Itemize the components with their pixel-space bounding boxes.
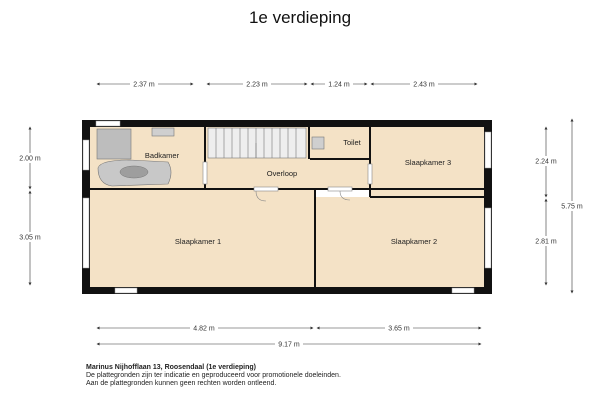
room-label-slaapkamer-2: Slaapkamer 2: [390, 237, 438, 246]
dim-top-4: 2.43 m: [413, 81, 435, 89]
dim-left-1: 2.00 m: [19, 155, 41, 163]
footer: [86, 364, 341, 388]
dim-top-2: 2.23 m: [246, 81, 268, 89]
plan-title: 1e verdieping: [248, 8, 352, 27]
dim-right-1: 2.24 m: [535, 158, 557, 166]
room-label-overloop: Overloop: [266, 169, 298, 178]
room-label-badkamer: Badkamer: [144, 151, 180, 160]
dim-top-3: 1.24 m: [328, 81, 350, 89]
dim-bottom-2: 3.65 m: [388, 325, 410, 333]
room-label-toilet: Toilet: [343, 138, 361, 147]
shower: [97, 129, 131, 159]
dim-left-2: 3.05 m: [19, 234, 41, 242]
footer-disclaimer-1: De plattegronden zijn ter indicatie en geproduceerd voor promotionele doeleinden.: [86, 372, 341, 379]
staircase: [208, 128, 306, 158]
toilet-bowl: [312, 137, 324, 149]
dim-bottom-total: 9.17 m: [278, 341, 300, 349]
dim-bottom-1: 4.82 m: [193, 325, 215, 333]
sink: [152, 128, 174, 136]
dim-right-total: 5.75 m: [561, 203, 583, 211]
dim-right-2: 2.81 m: [535, 238, 557, 246]
room-label-slaapkamer-3: Slaapkamer 3: [404, 158, 452, 167]
footer-disclaimer-2: Aan de plattegronden kunnen geen rechten worden ontleend.: [86, 380, 277, 387]
footer-address: Marinus Nijhofflaan 13, Roosendaal (1e verdieping): [86, 364, 256, 371]
dim-top-1: 2.37 m: [133, 81, 155, 89]
room-label-slaapkamer-1: Slaapkamer 1: [174, 237, 222, 246]
